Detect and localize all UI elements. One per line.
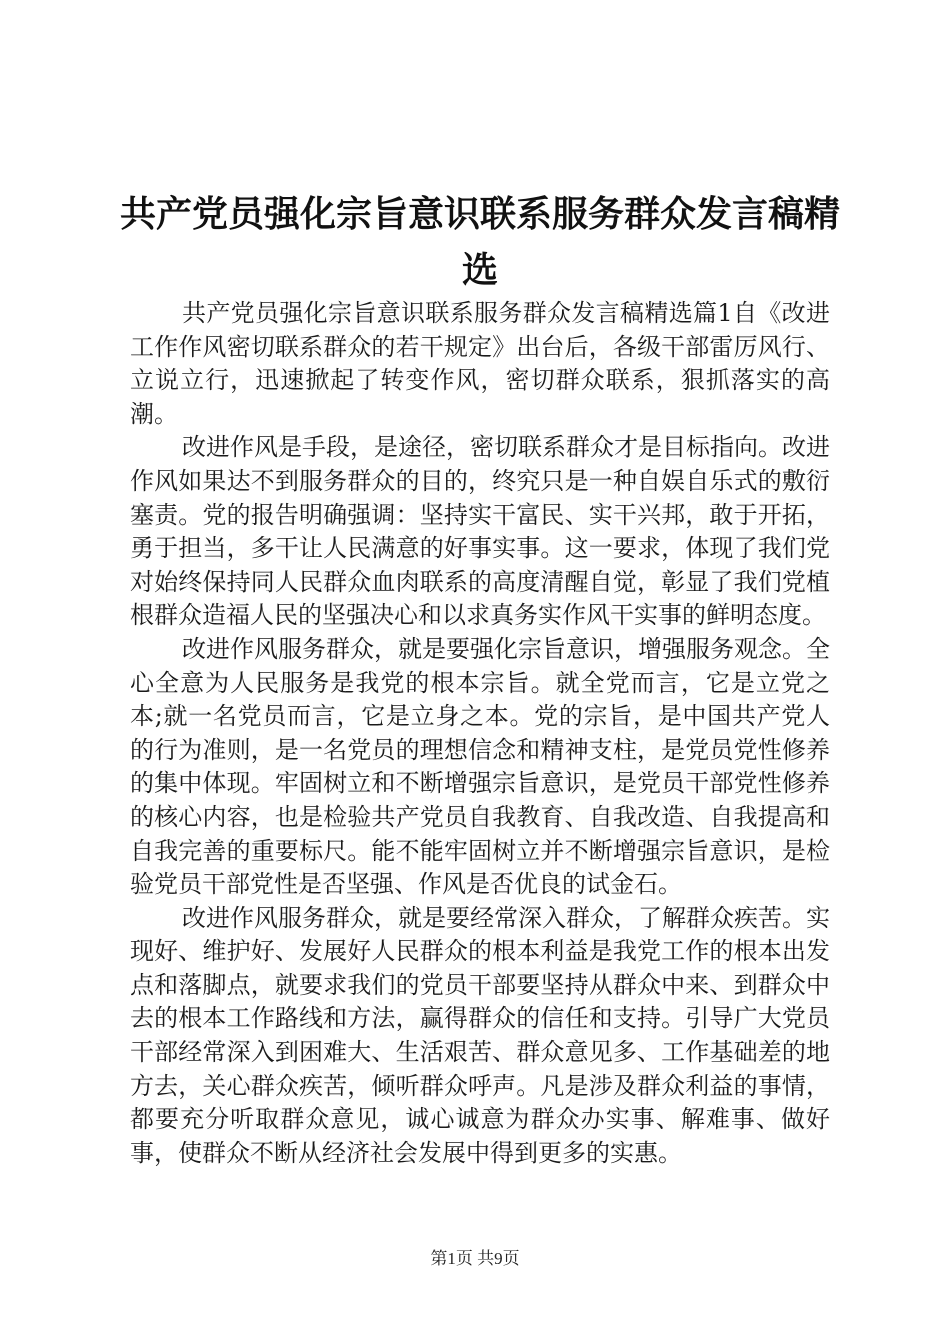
- paragraph-2: 改进作风是手段，是途径，密切联系群众才是目标指向。改进作风如果达不到服务群众的目的，终究只是一种自娱自乐式的敷衍塞责。党的报告明确强调：坚持实干富民、实干兴邦，敢于开拓，勇于担当，多干让人民满意的好事实事。这一要求，体现了我们党对始终保持同人民群众血肉联系的高度清醒自觉，彰显了我们党植根群众造福人民的坚强决心和以求真务实作风干实事的鲜明态度。: [130, 433, 830, 630]
- paragraph-1: 共产党员强化宗旨意识联系服务群众发言稿精选篇1自《改进工作作风密切联系群众的若干规定》出台后，各级干部雷厉风行、立说立行，迅速掀起了转变作风，密切群众联系，狠抓落实的高潮。: [130, 299, 830, 428]
- page-number-footer: 第1页 共9页: [430, 1249, 520, 1268]
- paragraph-3: 改进作风服务群众，就是要强化宗旨意识，增强服务观念。全心全意为人民服务是我党的根本宗旨。就全党而言，它是立党之本;就一名党员而言，它是立身之本。党的宗旨，是中国共产党人的行为准则，是一名党员的理想信念和精神支柱，是党员党性修养的集中体现。牢固树立和不断增强宗旨意识，是党员干部党性修养的核心内容，也是检验共产党员自我教育、自我改造、自我提高和自我完善的重要标尺。能不能牢固树立并不断增强宗旨意识，是检验党员干部党性是否坚强、作风是否优良的试金石。: [130, 634, 830, 899]
- document-body: [130, 297, 830, 1170]
- paragraph-4: 改进作风服务群众，就是要经常深入群众，了解群众疾苦。实现好、维护好、发展好人民群众的根本利益是我党工作的根本出发点和落脚点，就要求我们的党员干部要坚持从群众中来、到群众中去的根本工作路线和方法，赢得群众的信任和支持。引导广大党员干部经常深入到困难大、生活艰苦、群众意见多、工作基础差的地方去，关心群众疾苦，倾听群众呼声。凡是涉及群众利益的事情，都要充分听取群众意见，诚心诚意为群众办实事、解难事、做好事，使群众不断从经济社会发展中得到更多的实惠。: [130, 903, 830, 1167]
- document-title: 共产党员强化宗旨意识联系服务群众发言稿精选: [120, 193, 841, 291]
